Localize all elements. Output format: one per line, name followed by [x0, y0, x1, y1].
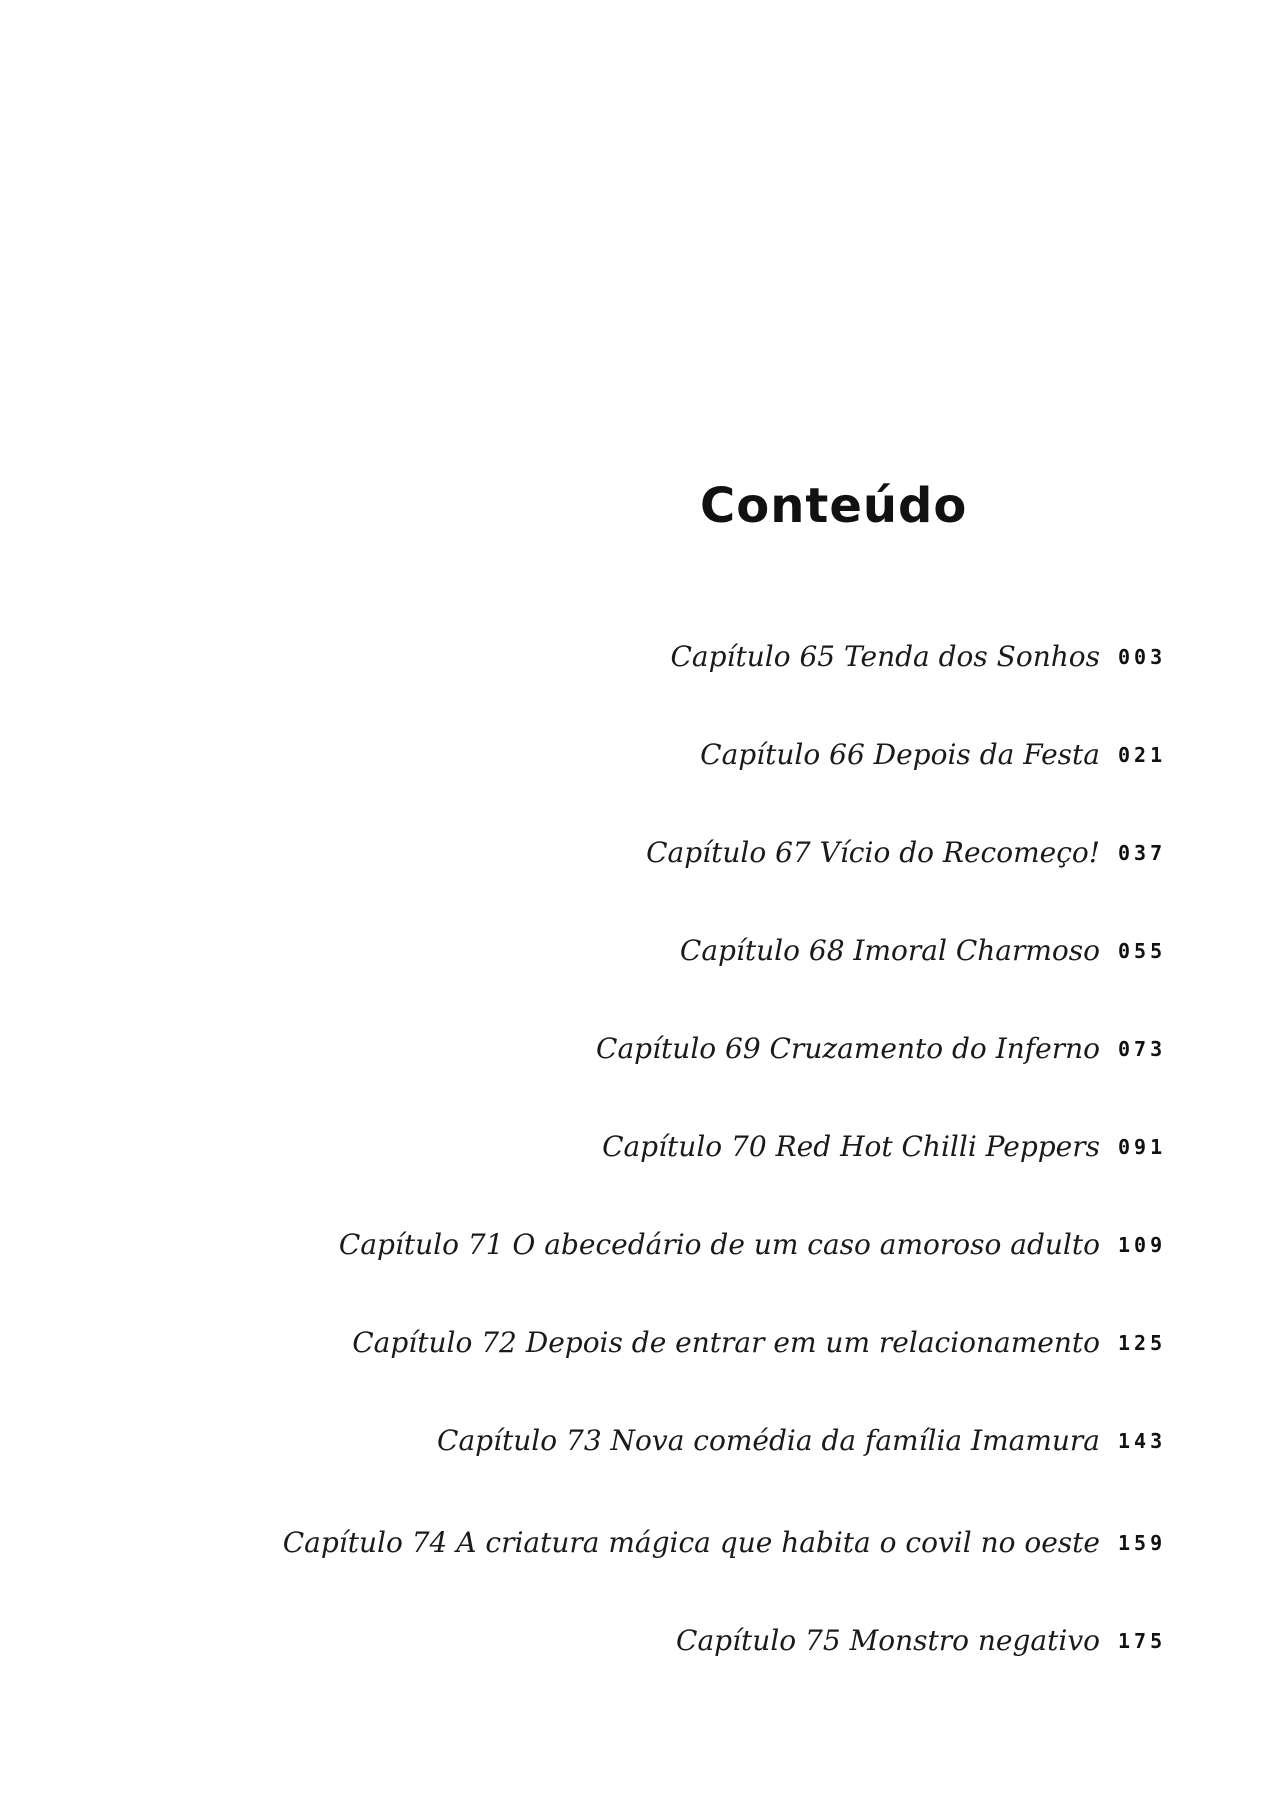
toc-page-number: 109 [1118, 1233, 1167, 1257]
toc-chapter-title: Capítulo 71 O abecedário de um caso amoroso adulto [338, 1228, 1100, 1261]
toc-entry [0, 1616, 1270, 1666]
toc-chapter-title: Capítulo 75 Monstro negativo [676, 1624, 1100, 1657]
toc-chapter-title: Capítulo 72 Depois de entrar em um relacionamento [352, 1326, 1100, 1359]
toc-entry [0, 1318, 1270, 1368]
toc-chapter-title: Capítulo 66 Depois da Festa [700, 738, 1100, 771]
toc-chapter-title: Capítulo 74 A criatura mágica que habita o covil no oeste [282, 1526, 1100, 1559]
toc-page-number: 091 [1118, 1135, 1167, 1159]
toc-chapter-title: Capítulo 73 Nova comédia da família Imamura [437, 1424, 1100, 1457]
toc-page-number: 037 [1118, 841, 1167, 865]
toc-page-number: 021 [1118, 743, 1167, 767]
toc-entry [0, 632, 1270, 682]
toc-chapter-title: Capítulo 69 Cruzamento do Inferno [596, 1032, 1100, 1065]
toc-page-number: 073 [1118, 1037, 1167, 1061]
toc-entry [0, 828, 1270, 878]
toc-entry [0, 926, 1270, 976]
toc-chapter-title: Capítulo 70 Red Hot Chilli Peppers [602, 1130, 1100, 1163]
toc-page-number: 143 [1118, 1429, 1167, 1453]
toc-chapter-title: Capítulo 68 Imoral Charmoso [679, 934, 1100, 967]
toc-entry [0, 1518, 1270, 1568]
toc-page-number: 175 [1118, 1629, 1167, 1653]
toc-page-number: 125 [1118, 1331, 1167, 1355]
toc-entry [0, 1024, 1270, 1074]
toc-entry [0, 730, 1270, 780]
toc-entry [0, 1122, 1270, 1172]
page-title: Conteúdo [700, 478, 968, 534]
toc-entry [0, 1220, 1270, 1270]
toc-page-number: 055 [1118, 939, 1167, 963]
toc-page-number: 003 [1118, 645, 1167, 669]
toc-chapter-title: Capítulo 65 Tenda dos Sonhos [670, 640, 1100, 673]
toc-entry [0, 1416, 1270, 1466]
toc-chapter-title: Capítulo 67 Vício do Recomeço! [646, 836, 1100, 869]
toc-page-number: 159 [1118, 1531, 1167, 1555]
